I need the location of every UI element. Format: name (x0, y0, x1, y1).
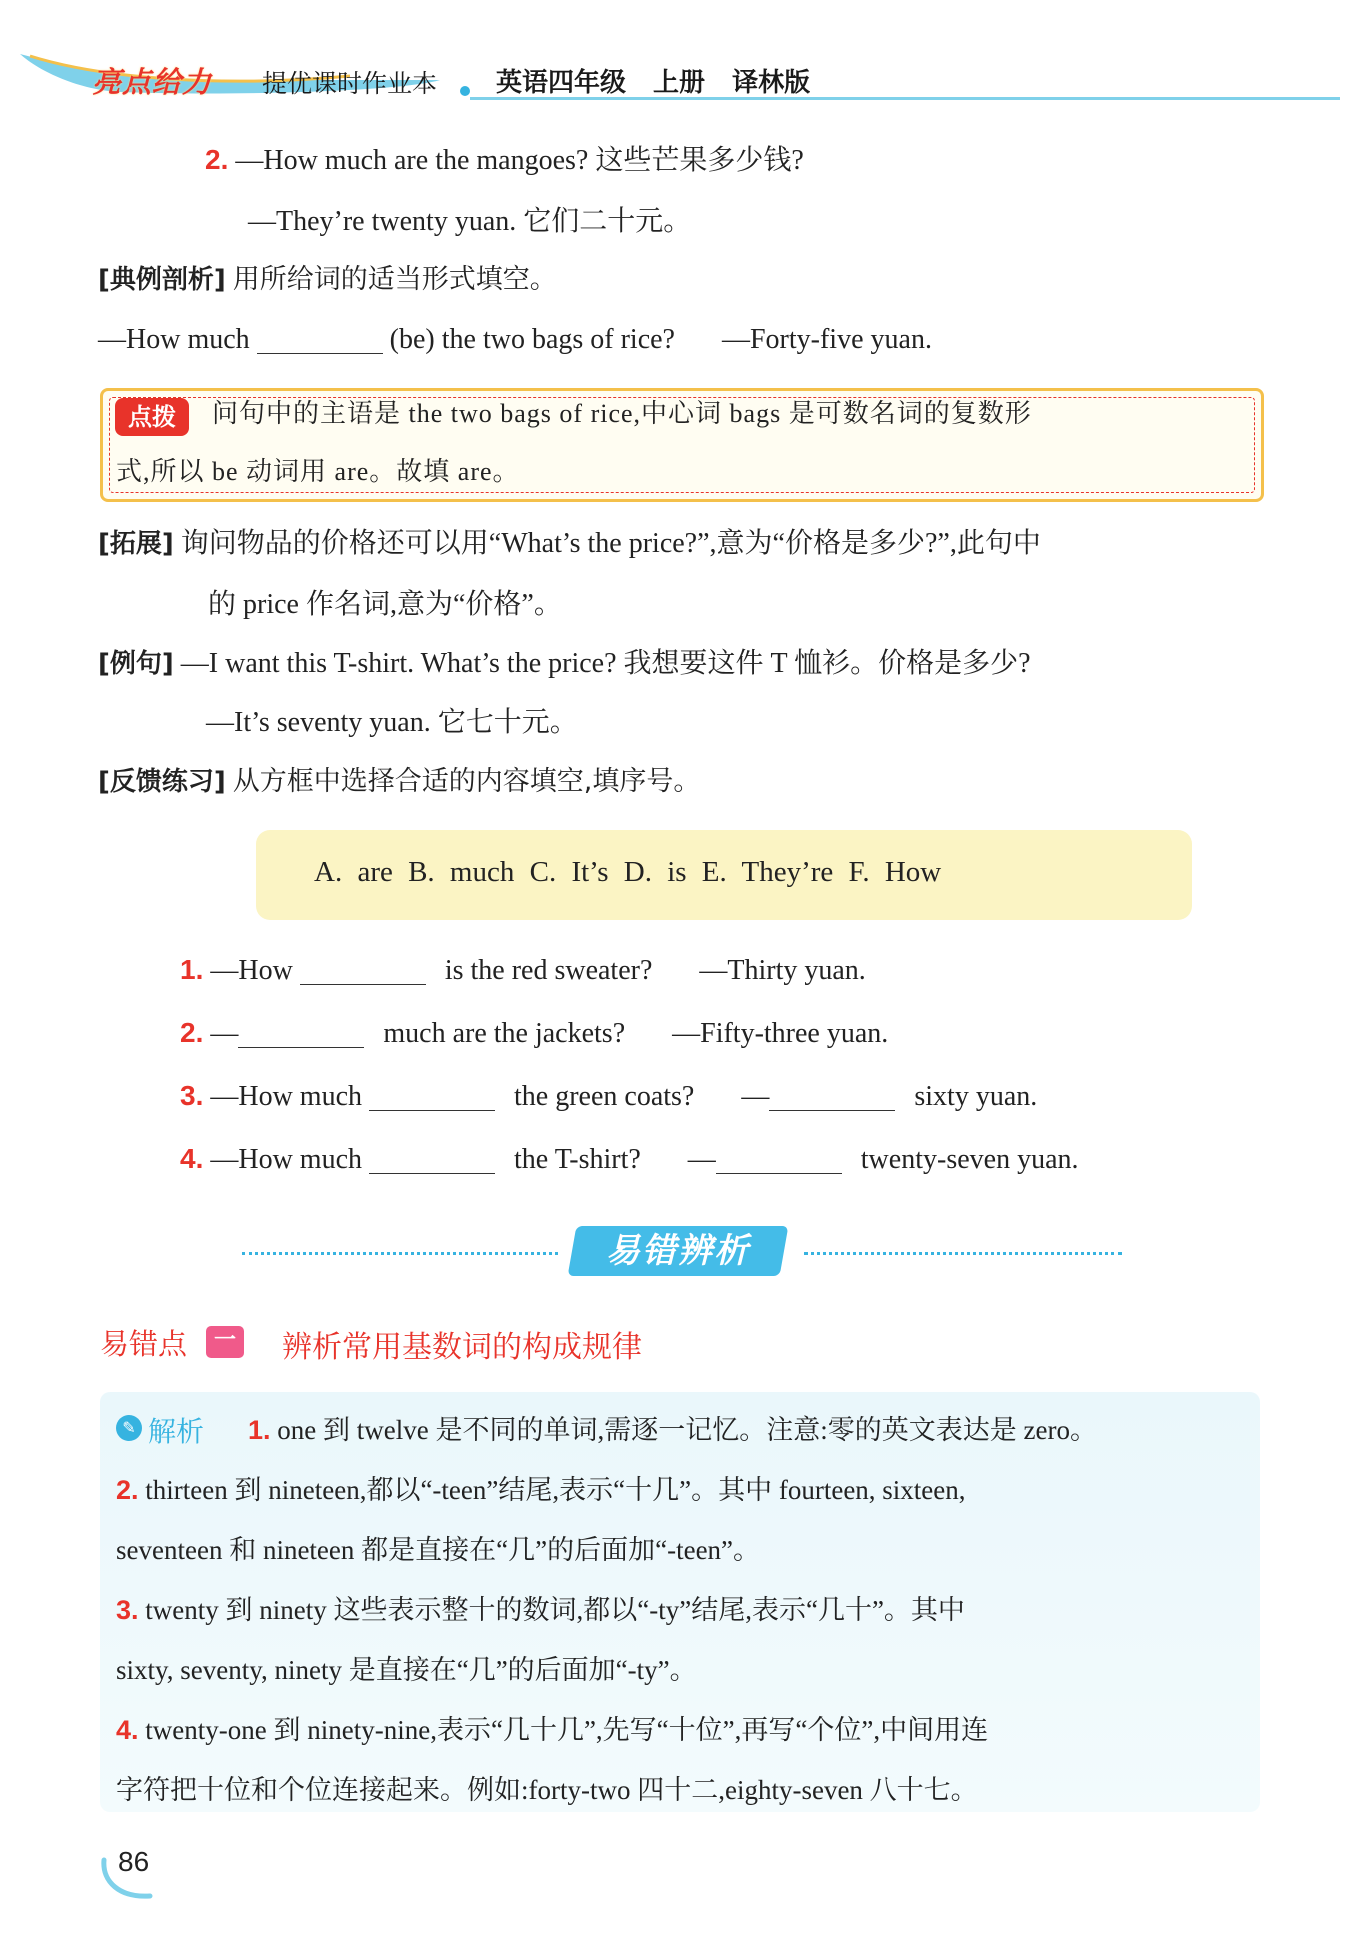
item-text: — (741, 1081, 770, 1112)
practice-instruction: 从方框中选择合适的内容填空,填序号。 (232, 766, 701, 797)
item-text: —How (210, 955, 293, 986)
item-number: 3. (180, 1080, 204, 1111)
item-number: 3. (116, 1595, 139, 1625)
item-number: 2. (180, 1017, 204, 1048)
item-text: — (687, 1144, 716, 1175)
item-text: —How much (210, 1144, 363, 1175)
tip-badge: 点拨 (115, 398, 189, 436)
practice-item-4 (180, 1139, 1079, 1180)
example-tag: [典例剖析] (98, 265, 226, 295)
item-answer: sixty yuan. (914, 1081, 1038, 1112)
sample-tag: [例句] (98, 649, 174, 679)
item-number: 2. (116, 1475, 139, 1505)
example-question (98, 320, 932, 360)
answer-blank[interactable] (300, 954, 426, 985)
header-brand: 亮点给力 (92, 65, 213, 99)
practice-tag: [反馈练习] (98, 767, 226, 797)
item-text: much are the jackets? (383, 1018, 626, 1049)
extend-tag: [拓展] (98, 529, 174, 559)
options-text: A. are B. much C. It’s D. is E. They’re F. How (314, 856, 942, 888)
analysis-text: twenty-one 到 ninety-nine,表示“几十几”,先写“十位”,再写“个位”,中间用连 (145, 1715, 989, 1745)
item-text: the green coats? (514, 1081, 695, 1112)
pencil-icon: ✎ (116, 1415, 142, 1441)
example-instruction: 用所给词的适当形式填空。 (232, 264, 557, 295)
item-answer: —Fifty-three yuan. (672, 1018, 889, 1049)
tip-line-1: 问句中的主语是 the two bags of rice,中心词 bags 是可数名词的复数形 (212, 399, 1032, 428)
section-dots-left (242, 1252, 558, 1255)
sample-line-2: —It’s seventy yuan. 它七十元。 (206, 707, 578, 738)
practice-item-1 (180, 950, 866, 991)
analysis-point-4-cont: 字符把十位和个位连接起来。例如:forty-two 四十二,eighty-seven 八十七。 (116, 1775, 978, 1805)
header-subtitle: 提优课时作业本 (262, 69, 438, 98)
item-number: 1. (180, 954, 204, 985)
analysis-point-3 (116, 1590, 965, 1630)
sample-line-1 (98, 644, 1031, 684)
header-dot (460, 86, 470, 96)
analysis-text: thirteen 到 nineteen,都以“-teen”结尾,表示“十几”。其中 fourteen, sixteen, (145, 1475, 966, 1505)
item-answer: —Thirty yuan. (699, 955, 866, 986)
extend-text-1: 询问物品的价格还可以用“What’s the price?”,意为“价格是多少?”,此句中 (180, 528, 1041, 559)
answer-blank[interactable] (716, 1143, 842, 1174)
extend-line-2: 的 price 作名词,意为“价格”。 (208, 589, 562, 620)
item-text: is the red sweater? (444, 955, 653, 986)
answer-blank[interactable] (769, 1080, 895, 1111)
error-point-label: 易错点 (100, 1327, 188, 1361)
analysis-label: 解析 (148, 1415, 205, 1448)
item-text: —How much (210, 1081, 363, 1112)
sample-text-1: —I want this T-shirt. What’s the price? 我想要这件 T 恤衫。价格是多少? (180, 648, 1031, 679)
analysis-point-2 (116, 1470, 966, 1510)
answer-blank[interactable] (369, 1143, 495, 1174)
item-number: 4. (116, 1715, 139, 1745)
example-answer: —Forty-five yuan. (721, 324, 932, 355)
item-number: 2. (205, 144, 229, 175)
tip-line-2: 式,所以 be 动词用 are。故填 are。 (116, 457, 520, 486)
extend-line-1 (98, 524, 1041, 564)
practice-item-2 (180, 1013, 888, 1054)
example-q-before: —How much (98, 324, 250, 355)
intro-question: —How much are the mangoes? 这些芒果多少钱? (235, 145, 804, 176)
analysis-point-4 (116, 1710, 988, 1750)
error-point-number: 一 (206, 1326, 244, 1358)
analysis-point-2-cont: seventeen 和 nineteen 都是直接在“几”的后面加“-teen”。 (116, 1535, 761, 1565)
example-blank[interactable] (257, 323, 383, 354)
example-heading (98, 260, 557, 300)
practice-heading (98, 762, 700, 802)
error-point-title: 辨析常用基数词的构成规律 (282, 1330, 642, 1365)
section-dots-right (804, 1252, 1122, 1255)
item-text: — (210, 1018, 239, 1049)
item-number: 1. (248, 1415, 271, 1445)
item-number: 4. (180, 1143, 204, 1174)
answer-blank[interactable] (369, 1080, 495, 1111)
page-number: 86 (118, 1846, 150, 1877)
intro-item-2 (205, 140, 804, 181)
item-answer: twenty-seven yuan. (860, 1144, 1079, 1175)
analysis-point-3-cont: sixty, seventy, ninety 是直接在“几”的后面加“-ty”。 (116, 1655, 697, 1685)
example-q-after: (be) the two bags of rice? (389, 324, 675, 355)
analysis-point-1 (248, 1410, 1097, 1450)
item-text: the T-shirt? (514, 1144, 641, 1175)
answer-blank[interactable] (238, 1017, 364, 1048)
intro-answer: —They’re twenty yuan. 它们二十元。 (248, 206, 692, 237)
practice-item-3 (180, 1076, 1037, 1117)
header-book-info: 英语四年级 上册 译林版 (496, 68, 811, 98)
section-title: 易错辨析 (606, 1231, 750, 1271)
analysis-text: twenty 到 ninety 这些表示整十的数词,都以“-ty”结尾,表示“几十”。其中 (145, 1595, 965, 1625)
analysis-text: one 到 twelve 是不同的单词,需逐一记忆。注意:零的英文表达是 zero。 (277, 1415, 1097, 1445)
